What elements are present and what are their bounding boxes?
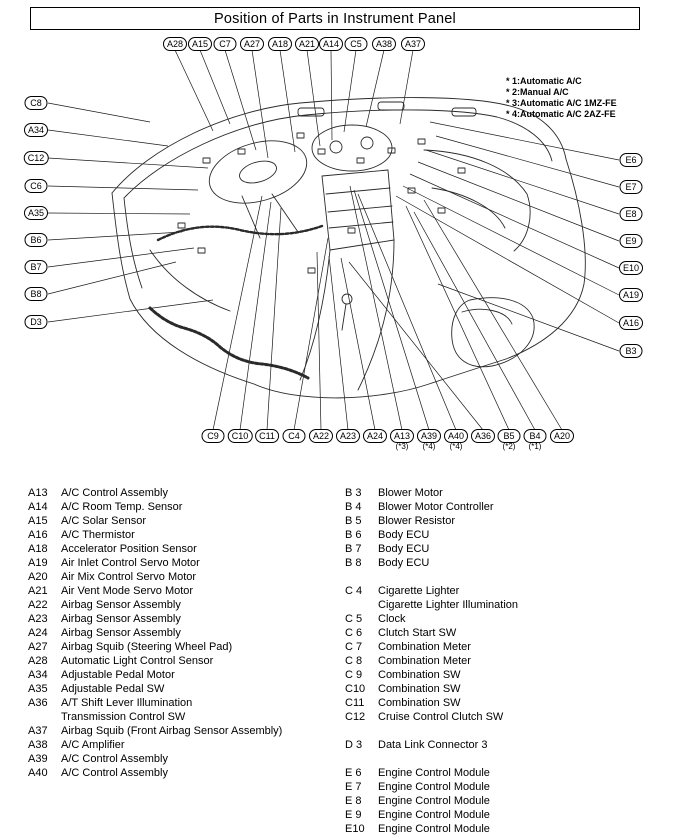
leader-line: [331, 50, 332, 140]
leader-line: [410, 174, 619, 268]
callout-label: A34: [24, 123, 48, 137]
part-code: A22: [28, 599, 48, 611]
panel-line-art: [112, 98, 585, 398]
part-name: Engine Control Module: [378, 767, 490, 779]
callout-a20: [550, 429, 574, 443]
callout-label: A23: [336, 429, 360, 443]
callout-a28: [163, 37, 187, 51]
leader-line: [240, 202, 271, 430]
part-code: A35: [28, 683, 48, 695]
leader-line: [366, 50, 384, 127]
part-name: A/C Thermistor: [61, 529, 135, 541]
callout-label: C8: [25, 96, 48, 110]
part-name: Combination Meter: [378, 655, 471, 667]
part-code: C 6: [345, 627, 363, 639]
leader-line: [225, 50, 256, 150]
callout-a35: [24, 206, 48, 220]
callout-a40: [444, 429, 468, 451]
legend-entry: [28, 724, 340, 738]
part-name: Clock: [378, 613, 406, 625]
part-code: A27: [28, 641, 48, 653]
callout-a38: [372, 37, 396, 51]
footnote-1: * 1:Automatic A/C: [506, 76, 582, 86]
footnote-4: * 4:Automatic A/C 2AZ-FE: [506, 109, 616, 119]
leader-line: [426, 150, 619, 214]
part-name: Adjustable Pedal SW: [61, 683, 165, 695]
part-code: C 5: [345, 613, 363, 625]
leader-line: [294, 238, 328, 430]
leader-line: [329, 256, 348, 430]
footnote-3: * 3:Automatic A/C 1MZ-FE: [506, 98, 617, 108]
legend-entry: [345, 626, 685, 640]
callout-c11: [255, 429, 279, 443]
part-name: Blower Motor: [378, 487, 443, 499]
leader-line: [48, 300, 213, 322]
part-code: A37: [28, 725, 48, 737]
footnote-key: [506, 76, 617, 120]
legend-entry: [28, 766, 340, 780]
part-code: E 7: [345, 781, 362, 793]
part-code: A34: [28, 669, 48, 681]
callout-label: B8: [25, 287, 48, 301]
part-code: C 7: [345, 641, 363, 653]
leader-line: [349, 262, 483, 430]
leader-line: [48, 262, 176, 294]
leader-line: [414, 212, 535, 430]
part-name: Airbag Sensor Assembly: [61, 627, 181, 639]
callout-a19: [619, 288, 643, 302]
part-code: B 4: [345, 501, 362, 513]
callout-a14: [319, 37, 343, 51]
legend-entry: [28, 696, 340, 710]
legend-entry: [28, 514, 340, 528]
callout-label: A21: [295, 37, 319, 51]
leader-line: [48, 186, 198, 190]
part-code: C12: [345, 711, 366, 723]
callout-a16: [619, 316, 643, 330]
callout-a34: [24, 123, 48, 137]
legend-column-left: [28, 486, 340, 794]
callout-footnote: (*4): [449, 442, 463, 451]
legend-entry: [28, 682, 340, 696]
leader-line: [400, 50, 413, 124]
legend-entry: [345, 780, 685, 794]
callout-c6: [25, 179, 48, 193]
part-name: Body ECU: [378, 557, 430, 569]
callout-label: A24: [363, 429, 387, 443]
part-code: A21: [28, 585, 48, 597]
part-code: A15: [28, 515, 48, 527]
legend-entry: [345, 696, 685, 710]
legend-entry: [28, 598, 340, 612]
part-name: Data Link Connector 3: [378, 739, 488, 751]
legend-entry: [345, 668, 685, 682]
part-name: A/C Room Temp. Sensor: [61, 501, 183, 513]
callout-label: C6: [25, 179, 48, 193]
legend-entry: [28, 668, 340, 682]
part-name: A/C Control Assembly: [61, 753, 168, 765]
callout-c7: [214, 37, 237, 51]
callout-label: A35: [24, 206, 48, 220]
part-code: A18: [28, 543, 48, 555]
callout-label: A13: [390, 429, 414, 443]
legend-entry: [345, 654, 685, 668]
callout-footnote: (*2): [502, 442, 516, 451]
callout-label: C12: [24, 151, 49, 165]
legend-entry: [28, 542, 340, 556]
part-name: Air Mix Control Servo Motor: [61, 571, 197, 583]
part-name: Clutch Start SW: [378, 627, 457, 639]
callout-label: A36: [471, 429, 495, 443]
leader-line: [48, 158, 208, 168]
part-name: A/C Control Assembly: [61, 767, 168, 779]
part-name: Engine Control Module: [378, 795, 490, 807]
callout-e7: [620, 180, 643, 194]
part-code: A28: [28, 655, 48, 667]
legend-group: [345, 738, 685, 752]
callout-label: E8: [620, 207, 643, 221]
part-code: A16: [28, 529, 48, 541]
callout-label: C5: [345, 37, 368, 51]
callout-label: C9: [202, 429, 225, 443]
callout-c10: [228, 429, 253, 443]
callout-a27: [240, 37, 264, 51]
callout-label: A19: [619, 288, 643, 302]
leader-line: [403, 186, 619, 295]
part-name: Air Vent Mode Servo Motor: [61, 585, 194, 597]
part-name: Air Inlet Control Servo Motor: [61, 557, 200, 569]
callout-b5: [498, 429, 521, 451]
legend-entry: [345, 794, 685, 808]
part-name: Adjustable Pedal Motor: [61, 669, 175, 681]
callout-label: B7: [25, 260, 48, 274]
callout-a18: [268, 37, 292, 51]
part-code: D 3: [345, 739, 363, 751]
part-name: A/T Shift Lever Illumination: [61, 697, 193, 709]
part-name: Blower Resistor: [378, 515, 456, 527]
callout-b4: [524, 429, 547, 451]
callout-c4: [283, 429, 306, 443]
callout-label: B5: [498, 429, 521, 443]
callout-label: A28: [163, 37, 187, 51]
legend-entry: [345, 514, 685, 528]
legend-entry: [345, 808, 685, 822]
part-name: Body ECU: [378, 529, 430, 541]
part-code: A23: [28, 613, 48, 625]
legend-entry: [345, 612, 685, 626]
callout-a21: [295, 37, 319, 51]
legend-column-right: [345, 486, 685, 840]
leader-line: [406, 206, 509, 430]
legend-entry: [28, 584, 340, 598]
part-name: Cigarette Lighter Illumination: [378, 599, 519, 611]
leader-line: [354, 190, 429, 430]
part-code: E10: [345, 823, 365, 835]
part-name: Engine Control Module: [378, 781, 490, 793]
part-name: Combination Meter: [378, 641, 471, 653]
legend-entry: [345, 528, 685, 542]
legend-group: [345, 766, 685, 836]
callout-b6: [25, 233, 48, 247]
part-name: Combination SW: [378, 697, 461, 709]
part-name: Cigarette Lighter: [378, 585, 460, 597]
part-code: A20: [28, 571, 48, 583]
callout-label: A39: [417, 429, 441, 443]
part-name: Cruise Control Clutch SW: [378, 711, 504, 723]
leader-line: [350, 186, 402, 430]
part-name: Automatic Light Control Sensor: [61, 655, 214, 667]
legend-entry: [28, 640, 340, 654]
leader-line: [344, 50, 356, 132]
leader-line: [341, 258, 375, 430]
legend-entry: [28, 486, 340, 500]
callout-b3: [620, 344, 643, 358]
callout-a15: [188, 37, 212, 51]
part-name: A/C Solar Sensor: [61, 515, 146, 527]
callout-label: B4: [524, 429, 547, 443]
legend-entry: [28, 626, 340, 640]
legend-entry: [345, 710, 685, 724]
legend-entry: [345, 500, 685, 514]
legend-entry: [345, 542, 685, 556]
callout-label: C7: [214, 37, 237, 51]
callout-a39: [417, 429, 441, 451]
callout-label: A14: [319, 37, 343, 51]
callout-label: A15: [188, 37, 212, 51]
legend-group: [345, 486, 685, 570]
part-name: Airbag Squib (Steering Wheel Pad): [61, 641, 233, 653]
leader-line: [267, 208, 281, 430]
callout-label: A27: [240, 37, 264, 51]
callout-footnote: (*4): [422, 442, 436, 451]
part-code: B 5: [345, 515, 362, 527]
callout-label: C10: [228, 429, 253, 443]
part-name: Accelerator Position Sensor: [61, 543, 197, 555]
page-title: Position of Parts in Instrument Panel: [30, 7, 640, 30]
callout-a13: [390, 429, 414, 451]
callout-e9: [620, 234, 643, 248]
part-code: C10: [345, 683, 366, 695]
part-code: E 6: [345, 767, 362, 779]
callout-label: A38: [372, 37, 396, 51]
callout-label: B3: [620, 344, 643, 358]
callout-a23: [336, 429, 360, 443]
callout-d3: [25, 315, 48, 329]
footnote-2: * 2:Manual A/C: [506, 87, 569, 97]
part-code: B 3: [345, 487, 362, 499]
callout-e8: [620, 207, 643, 221]
legend-entry: [345, 822, 685, 836]
part-code: C11: [345, 697, 365, 709]
part-code: B 6: [345, 529, 362, 541]
part-code: A39: [28, 753, 48, 765]
legend-entry: [345, 682, 685, 696]
callout-e6: [620, 153, 643, 167]
part-name: Combination SW: [378, 669, 461, 681]
callout-label: C11: [255, 429, 279, 443]
callout-label: E7: [620, 180, 643, 194]
callout-label: A20: [550, 429, 574, 443]
part-code: E 9: [345, 809, 362, 821]
callout-a22: [309, 429, 333, 443]
part-name: Body ECU: [378, 543, 430, 555]
callout-footnote: (*1): [528, 442, 542, 451]
part-code: [28, 710, 61, 724]
legend-entry: [345, 556, 685, 570]
leader-line: [213, 196, 262, 430]
part-code: A13: [28, 487, 48, 499]
part-name: Combination SW: [378, 683, 461, 695]
leader-line: [175, 50, 213, 131]
legend-entry: [28, 556, 340, 570]
callout-label: A40: [444, 429, 468, 443]
part-code: E 8: [345, 795, 362, 807]
part-name: A/C Amplifier: [61, 739, 125, 751]
legend-group: [345, 584, 685, 724]
legend-entry: [28, 752, 340, 766]
legend-entry: [28, 738, 340, 752]
part-name: Airbag Sensor Assembly: [61, 599, 181, 611]
callout-label: A22: [309, 429, 333, 443]
part-code: C 9: [345, 669, 363, 681]
part-name: Engine Control Module: [378, 809, 490, 821]
callout-label: E6: [620, 153, 643, 167]
callout-c9: [202, 429, 225, 443]
legend-group: [28, 486, 340, 780]
callout-a36: [471, 429, 495, 443]
part-code: A14: [28, 501, 48, 513]
part-code: A24: [28, 627, 48, 639]
callout-label: E10: [619, 261, 643, 275]
leader-line: [436, 136, 619, 187]
callout-label: A37: [401, 37, 425, 51]
callout-b7: [25, 260, 48, 274]
legend-entry: [28, 500, 340, 514]
callout-e10: [619, 261, 643, 275]
legend-entry: [28, 654, 340, 668]
callout-b8: [25, 287, 48, 301]
leader-line: [317, 252, 321, 430]
leader-line: [48, 213, 190, 214]
legend-entry: [345, 486, 685, 500]
part-code: B 8: [345, 557, 362, 569]
leader-line: [307, 50, 320, 146]
part-code: [345, 598, 378, 612]
part-name: Engine Control Module: [378, 823, 490, 835]
legend-entry: [345, 640, 685, 654]
leader-line: [418, 162, 619, 241]
legend-entry: [28, 570, 340, 584]
leader-line: [438, 284, 619, 351]
leader-line: [280, 50, 295, 152]
legend-entry: [345, 738, 685, 752]
leader-line: [48, 103, 150, 122]
legend-entry: [28, 612, 340, 626]
callout-a37: [401, 37, 425, 51]
callout-c12: [24, 151, 49, 165]
callout-label: B6: [25, 233, 48, 247]
legend-entry: [345, 598, 685, 612]
legend-entry: [345, 766, 685, 780]
callout-label: A16: [619, 316, 643, 330]
callout-c5: [345, 37, 368, 51]
callout-c8: [25, 96, 48, 110]
legend-entry: [345, 584, 685, 598]
callout-label: C4: [283, 429, 306, 443]
part-code: A38: [28, 739, 48, 751]
callout-a24: [363, 429, 387, 443]
part-name: Blower Motor Controller: [378, 501, 494, 513]
callout-label: A18: [268, 37, 292, 51]
part-code: A36: [28, 697, 48, 709]
legend-entry: [28, 528, 340, 542]
callout-footnote: (*3): [395, 442, 409, 451]
part-name: Airbag Sensor Assembly: [61, 613, 181, 625]
part-code: A40: [28, 767, 48, 779]
part-code: C 4: [345, 585, 363, 597]
part-name: A/C Control Assembly: [61, 487, 168, 499]
part-name: Airbag Squib (Front Airbag Sensor Assembly): [61, 725, 283, 737]
part-name: Transmission Control SW: [61, 711, 186, 723]
part-code: A19: [28, 557, 48, 569]
callout-label: E9: [620, 234, 643, 248]
part-code: B 7: [345, 543, 362, 555]
leader-line: [48, 130, 168, 146]
part-code: C 8: [345, 655, 363, 667]
legend-entry: [28, 710, 340, 724]
callout-label: D3: [25, 315, 48, 329]
